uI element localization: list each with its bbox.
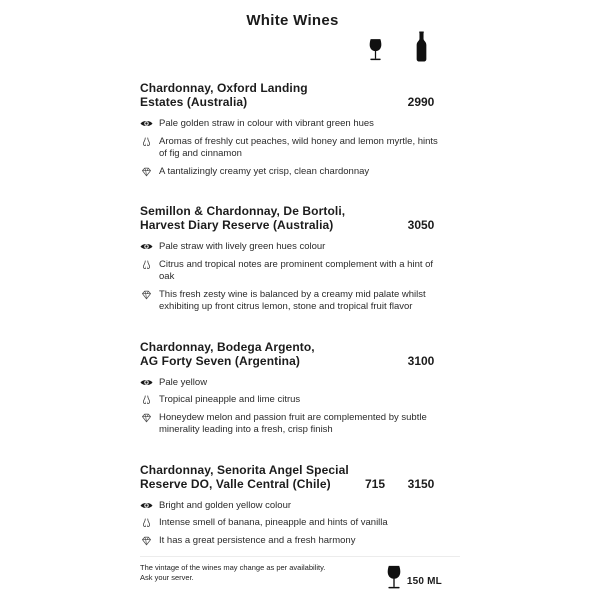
bottle-price: 3100 [407, 353, 435, 368]
tasting-note-aroma [140, 517, 445, 530]
wine-entry-header [140, 463, 445, 491]
price-column-header [140, 31, 445, 62]
palate-icon [140, 166, 153, 177]
wine-entry [140, 81, 445, 178]
tasting-notes [140, 118, 445, 178]
tasting-note-taste [140, 535, 445, 548]
nose-icon [140, 259, 153, 271]
availability-note-line1: The vintage of the wines may change as per availability. [140, 563, 326, 572]
availability-note [140, 563, 325, 583]
tasting-note-sight [140, 241, 445, 254]
nose-icon [140, 394, 153, 406]
tasting-note-sight [140, 377, 445, 390]
tasting-note-aroma [140, 136, 445, 161]
palate-icon [140, 535, 153, 546]
tasting-note-sight [140, 118, 445, 131]
tasting-note-text: Citrus and tropical notes are prominent complement with a hint of oak [159, 258, 434, 282]
tasting-note-text: A tantalizingly creamy yet crisp, clean chardonnay [159, 165, 370, 177]
wine-entry [140, 463, 445, 548]
tasting-notes [140, 377, 445, 437]
nose-icon [140, 517, 153, 529]
wine-entry-header [140, 81, 445, 109]
wine-name-line1: Chardonnay, Oxford Landing [140, 81, 308, 95]
eye-icon [140, 118, 153, 128]
wine-entry [140, 340, 445, 437]
bottle-price-column-header [397, 31, 445, 62]
tasting-note-taste [140, 166, 445, 179]
tasting-note-text: Tropical pineapple and lime citrus [159, 394, 301, 405]
bottle-price: 2990 [407, 95, 435, 109]
wine-name-line1: Chardonnay, Senorita Angel Special [140, 462, 349, 477]
tasting-note-text: Aromas of freshly cut peaches, wild honey and lemon myrtle, hints of fig and cinnamon [159, 135, 438, 159]
wine-list [140, 81, 445, 547]
tasting-note-taste [140, 412, 445, 437]
wine-entry-header [140, 204, 445, 232]
wine-name-line2: AG Forty Seven (Argentina) [140, 353, 300, 368]
wine-glass-icon [367, 37, 384, 62]
tasting-note-text: It has a great persistence and a fresh harmony [159, 534, 356, 546]
wine-name [140, 204, 353, 232]
tasting-note-text: Bright and golden yellow colour [159, 499, 292, 511]
tasting-note-text: Intense smell of banana, pineapple and hints of vanilla [159, 517, 388, 528]
tasting-note-sight [140, 500, 445, 513]
tasting-note-text: Pale straw with lively green hues colour [159, 241, 326, 252]
wine-name [140, 463, 353, 491]
eye-icon [140, 500, 153, 510]
eye-icon [140, 241, 153, 251]
palate-icon [140, 412, 153, 423]
serving-size-label: 150 ML [406, 576, 442, 587]
tasting-note-aroma [140, 394, 445, 407]
wine-glass-icon [385, 563, 403, 591]
tasting-note-aroma [140, 259, 445, 284]
serving-size-legend [385, 563, 460, 591]
tasting-notes [140, 500, 445, 548]
wine-name-line2: Reserve DO, Valle Central (Chile) [140, 476, 331, 491]
tasting-note-text: This fresh zesty wine is balanced by a creamy mid palate whilst exhibiting up front citrus lemon, stone and tropical fruit flavor [159, 288, 426, 312]
tasting-note-taste [140, 289, 445, 314]
wine-name-line1: Chardonnay, Bodega Argento, [140, 339, 315, 354]
wine-name [140, 340, 353, 368]
glass-price: 715 [364, 476, 386, 491]
bottle-price: 3050 [407, 218, 435, 232]
palate-icon [140, 289, 153, 300]
glass-price-column-header [353, 37, 397, 62]
wine-name [140, 81, 353, 109]
wine-name-line2: Harvest Diary Reserve (Australia) [140, 218, 334, 232]
eye-icon [140, 377, 153, 387]
wine-name-line2: Estates (Australia) [140, 95, 248, 109]
wine-entry [140, 204, 445, 314]
wine-bottle-icon [414, 31, 429, 62]
tasting-note-text: Pale golden straw in colour with vibrant green hues [159, 118, 374, 129]
tasting-notes [140, 241, 445, 314]
menu-content [140, 0, 445, 552]
tasting-note-text: Pale yellow [159, 376, 208, 388]
menu-footer [140, 556, 460, 591]
page-title: White Wines [246, 12, 339, 29]
tasting-note-text: Honeydew melon and passion fruit are complemented by subtle minerality leading into a fresh, crisp finish [159, 411, 427, 435]
availability-note-line2: Ask your server. [140, 573, 194, 582]
wine-name-line1: Semillon & Chardonnay, De Bortoli, [140, 204, 346, 218]
nose-icon [140, 136, 153, 148]
bottle-price: 3150 [407, 476, 435, 491]
wine-entry-header [140, 340, 445, 368]
